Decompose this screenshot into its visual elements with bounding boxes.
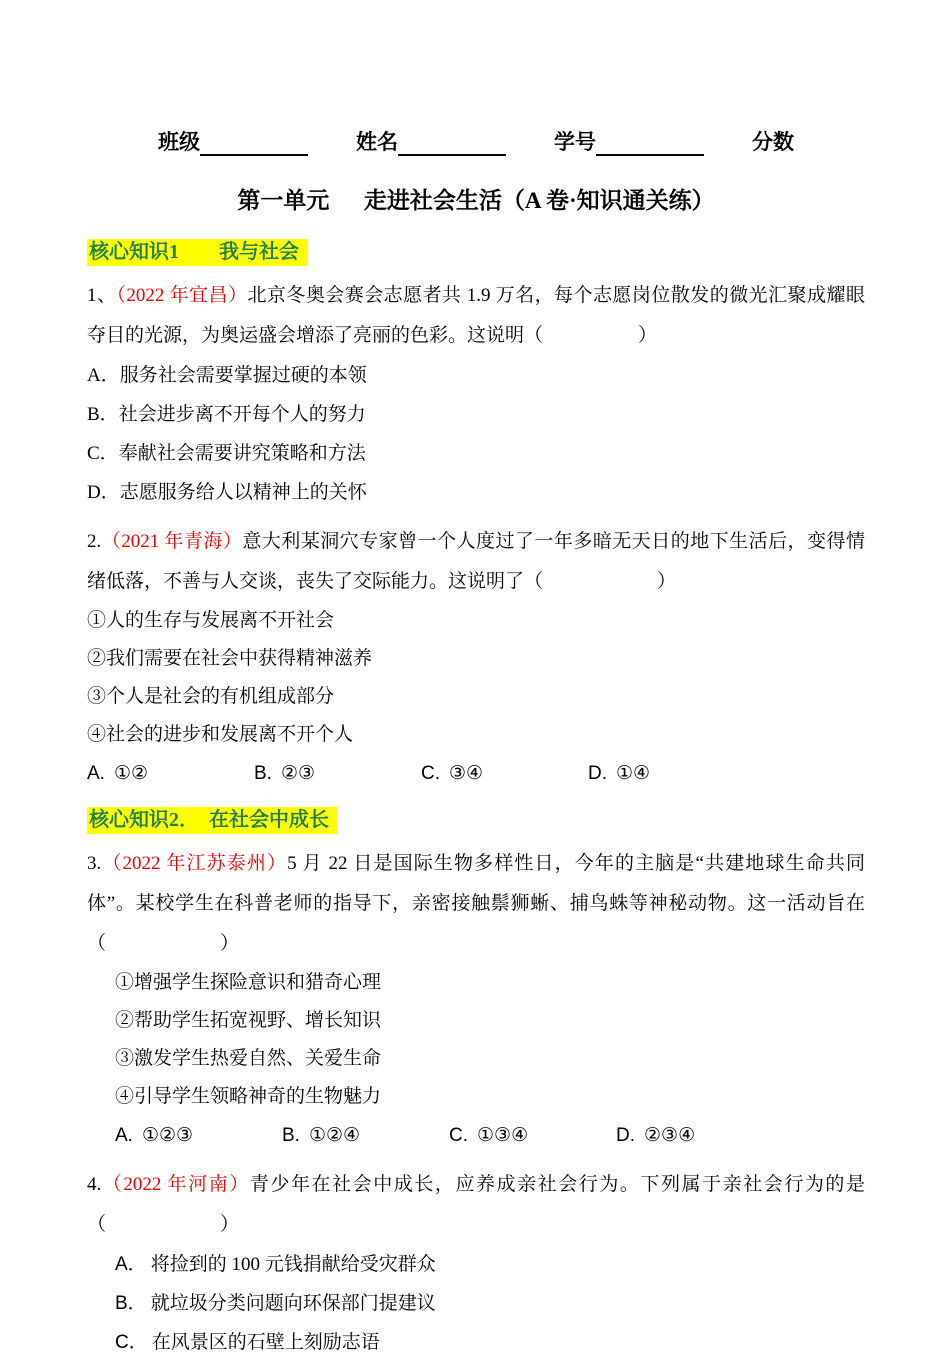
question-stem <box>87 844 865 964</box>
choice-letter: B. <box>282 1125 300 1146</box>
choice-letter: B. <box>254 763 272 784</box>
question-number: 4. <box>87 1174 102 1195</box>
question-3 <box>87 844 865 1155</box>
option-text: 将捡到的 100 元钱捐献给受灾群众 <box>150 1254 436 1275</box>
option-text: 服务社会需要掌握过硬的本领 <box>119 365 367 386</box>
choice-letter: C. <box>449 1125 468 1146</box>
student-id-label: 学号 <box>554 130 596 154</box>
option-text: 奉献社会需要讲究策略和方法 <box>118 443 366 464</box>
class-blank <box>200 131 308 156</box>
fill-in-header <box>158 126 865 156</box>
choice-letter: D. <box>588 763 607 784</box>
question-text: 意大利某洞穴专家曾一个人度过了一年多暗无天日的地下生活后，变得情绪低落，不善与人交谈，丧失了交际能力。这说明了（ ） <box>87 531 865 592</box>
question-source: （2021 年青海） <box>101 531 243 552</box>
choice-text: ①③④ <box>477 1125 529 1146</box>
choice-text: ②③④ <box>644 1125 696 1146</box>
question-text: 青少年在社会中成长，应养成亲社会行为。下列属于亲社会行为的是（ ） <box>87 1174 865 1235</box>
choice-letter: A. <box>87 763 105 784</box>
option <box>115 1284 865 1323</box>
option-text: 社会进步离不开每个人的努力 <box>118 404 366 425</box>
option-letter: B． <box>87 404 119 425</box>
option-letter: C． <box>115 1332 148 1353</box>
choice-text: ①②④ <box>308 1125 361 1146</box>
choice-text: ①④ <box>616 763 651 784</box>
class-label: 班级 <box>158 130 200 154</box>
question-stem <box>87 1165 865 1245</box>
statement: ②帮助学生拓宽视野、增长知识 <box>115 1010 382 1031</box>
question-source: （2022 年宜昌） <box>116 285 248 306</box>
question-source: （2022 年河南） <box>101 1174 250 1195</box>
question-number: 3. <box>87 853 102 874</box>
choice <box>115 1116 282 1155</box>
name-label: 姓名 <box>356 130 398 154</box>
question-stem <box>87 276 865 356</box>
option-text: 就垃圾分类问题向环保部门提建议 <box>150 1293 436 1314</box>
statement: ①增强学生探险意识和猎奇心理 <box>115 972 382 993</box>
choice-letter: D. <box>616 1125 635 1146</box>
name-blank <box>398 131 506 156</box>
choice-text: ②③ <box>280 763 316 784</box>
question-4 <box>87 1165 865 1362</box>
question-source: （2022 年江苏泰州） <box>101 853 288 874</box>
question-text: 北京冬奥会赛会志愿者共 1.9 万名，每个志愿岗位散发的微光汇聚成耀眼夺目的光源，为奥运盛会增添了亮丽的色彩。这说明（ ） <box>87 285 865 346</box>
choice <box>254 754 421 793</box>
section-2 <box>87 807 865 834</box>
option-text: 志愿服务给人以精神上的关怀 <box>119 482 367 503</box>
option-letter: B． <box>115 1293 147 1314</box>
statement: ③个人是社会的有机组成部分 <box>87 686 335 707</box>
choice <box>616 1116 695 1155</box>
choice <box>449 1116 616 1155</box>
option <box>87 473 865 512</box>
option-text: 在风景区的石壁上刻励志语 <box>151 1332 380 1353</box>
choice-text: ①② <box>113 763 149 784</box>
section-1 <box>87 239 865 266</box>
option <box>87 356 865 395</box>
option <box>115 1245 865 1284</box>
student-id-field <box>554 126 704 156</box>
choice <box>87 754 254 793</box>
question-stem <box>87 522 865 602</box>
choice <box>588 754 650 793</box>
choice <box>282 1116 449 1155</box>
choice-text: ①②③ <box>141 1125 194 1146</box>
statement: ③激发学生热爱自然、关爱生命 <box>115 1048 382 1069</box>
statement: ①人的生存与发展离不开社会 <box>87 610 335 631</box>
choice-letter: A. <box>115 1125 133 1146</box>
question-text: 5 月 22 日是国际生物多样性日，今年的主脑是“共建地球生命共同体”。某校学生在科普老师的指导下，亲密接触鬃狮蜥、捕鸟蛛等神秘动物。这一活动旨在（ ） <box>87 853 865 954</box>
statement: ④引导学生领略神奇的生物魅力 <box>115 1086 382 1107</box>
statement: ②我们需要在社会中获得精神滋养 <box>87 648 373 669</box>
option <box>87 434 865 473</box>
option-letter: D． <box>87 482 120 503</box>
section-heading-2: 核心知识2． 在社会中成长 <box>87 807 337 834</box>
name-field <box>356 126 506 156</box>
score-label: 分数 <box>752 130 794 154</box>
choice-text: ③④ <box>449 763 484 784</box>
option-letter: A． <box>87 365 120 386</box>
page-title: 第一单元 走进社会生活（A 卷·知识通关练） <box>237 188 715 213</box>
choice-row <box>87 754 865 793</box>
option-letter: C． <box>87 443 119 464</box>
choice-letter: C. <box>421 763 440 784</box>
class-field <box>158 126 308 156</box>
statement: ④社会的进步和发展离不开个人 <box>87 724 354 745</box>
option <box>87 395 865 434</box>
option-letter: A． <box>115 1254 147 1275</box>
student-id-blank <box>596 131 704 156</box>
question-1 <box>87 276 865 512</box>
option <box>115 1323 865 1362</box>
score-field <box>752 126 794 156</box>
question-number: 2. <box>87 531 102 552</box>
choice-row <box>115 1116 865 1155</box>
question-2 <box>87 522 865 793</box>
question-number: 1、 <box>87 285 117 306</box>
choice <box>421 754 588 793</box>
section-heading-1: 核心知识1 我与社会 <box>87 239 307 266</box>
